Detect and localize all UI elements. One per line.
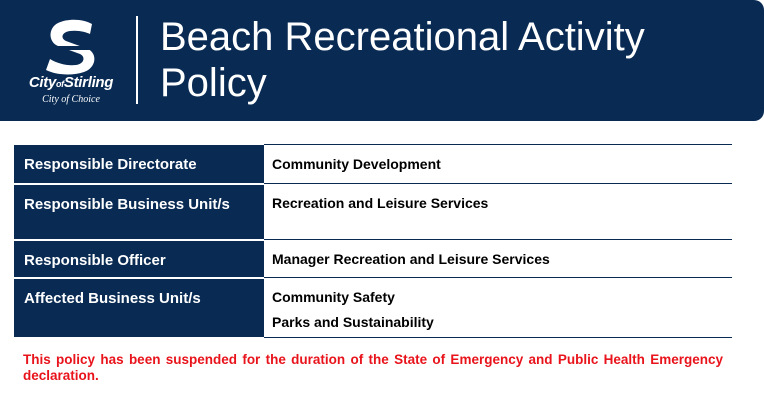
logo-tagline: City of Choice	[42, 94, 100, 105]
row-value	[264, 240, 732, 278]
table-row	[14, 240, 732, 278]
table-row	[14, 145, 732, 184]
value-text: Recreation and Leisure Services	[272, 195, 489, 211]
row-label: Responsible Officer	[14, 240, 264, 278]
row-value	[264, 278, 732, 338]
row-value	[264, 184, 732, 240]
header-banner	[0, 0, 764, 121]
row-label: Responsible Directorate	[14, 145, 264, 184]
table-row	[14, 278, 732, 338]
policy-info-table	[14, 144, 732, 339]
row-label: Responsible Business Unit/s	[14, 184, 264, 240]
header-divider	[136, 16, 138, 104]
value-text: Community Safety	[272, 289, 395, 305]
row-value	[264, 145, 732, 184]
stirling-s-logo-icon	[40, 18, 102, 76]
table-row	[14, 184, 732, 240]
suspension-notice: This policy has been suspended for the duration of the State of Emergency and Public Health Emergency declaration.	[23, 352, 723, 383]
value-text: Community Development	[272, 156, 441, 172]
value-text: Manager Recreation and Leisure Services	[272, 251, 550, 267]
row-label: Affected Business Unit/s	[14, 278, 264, 338]
logo-wordmark: CityofStirling	[28, 74, 114, 91]
page-title: Beach Recreational Activity Policy	[160, 15, 645, 105]
city-of-stirling-logo	[12, 18, 130, 108]
value-text: Parks and Sustainability	[272, 314, 434, 330]
